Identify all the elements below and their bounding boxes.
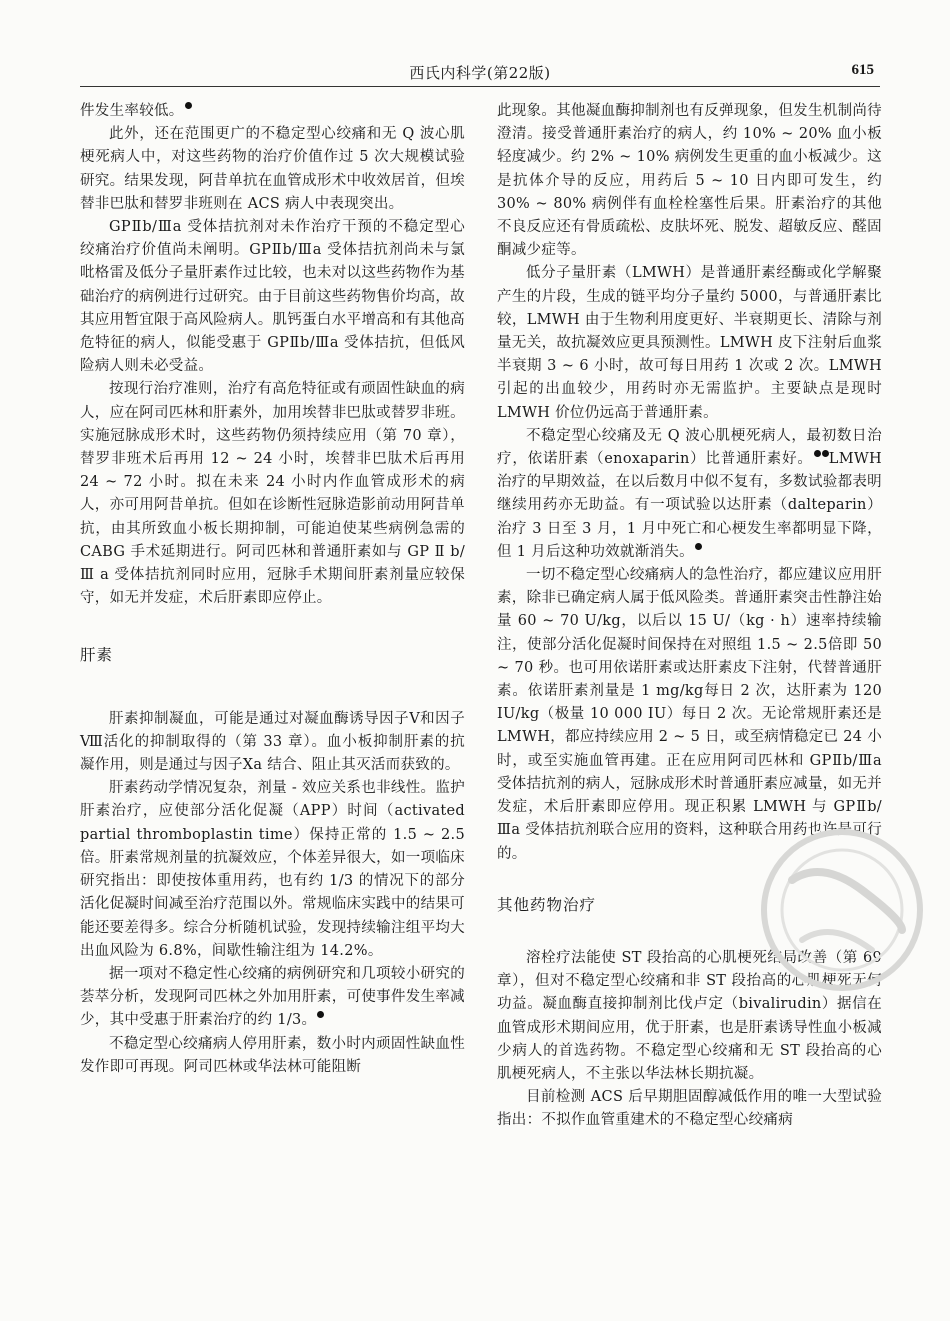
paragraph: 据一项对不稳定性心绞痛的病例研究和几项较小研究的荟萃分析，发现阿司匹林之外加用肝素，可使事件发生率减少，其中受惠于肝素治疗的约 1/3。 (80, 965, 465, 1029)
paragraph: 按现行治疗准则，治疗有高危特征或有顽固性缺血的病人，应在阿司匹林和肝素外，加用埃替非巴肽或替罗非班。实施冠脉成形术时，这些药物仍须持续应用（第 70 章），替罗非班术后再用 12 ~ 24 小时，埃替非巴肽术后再用 24 ~ 72 小时。拟在未来 24 小时内作血管成形术的病人，亦可用阿昔单抗。但如在诊断性冠脉造影前动用阿昔单抗，由其所致血小板长期抑制，可能迫使某些病例急需的 CABG 手术延期进行。阿司匹林和普通肝素如与 GP Ⅱ b/Ⅲ a 受体拮抗剂同时应用，冠脉手术期间肝素剂量应较保守，如无并发症，术后肝素即应停止。 (80, 381, 465, 607)
page-number: 615 (851, 62, 874, 78)
paragraph: 此外，还在范围更广的不稳定型心绞痛和无 Q 波心肌梗死病人中，对这些药物的治疗价值作过 5 次大规模试验研究。结果发现，阿昔单抗在血管成形术中收效居首，但埃替非巴肽和替罗非班则在 ACS 病人中表现突出。 (80, 126, 465, 212)
paragraph: 肝素抑制凝血，可能是通过对凝血酶诱导因子Ⅴ和因子Ⅷ活化的抑制取得的（第 33 章）。血小板抑制肝素的抗凝作用，则是通过与因子Ⅹa 结合、阻止其灭活而获致的。 (80, 710, 465, 774)
paragraph: 一切不稳定型心绞痛病人的急性治疗，都应建议应用肝素，除非已确定病人属于低风险类。普通肝素突击性静注始量 60 ~ 70 U/kg，以后以 15 U/（kg · h）速率持续输注，使部分活化促凝时间保持在对照组 1.5 ~ 2.5倍即 50 ~ 70 秒。也可用依诺肝素或达肝素皮下注射，代替普通肝素。依诺肝素剂量是 1 mg/kg每日 2 次，达肝素为 120 IU/kg（极量 10 000 IU）每日 2 次。无论常规肝素还是 LMWH，都应持续应用 2 ~ 5 日，或至病情稳定已 24 小时，或至实施血管再建。正在应用阿司匹林和 GPⅡb/Ⅲa 受体拮抗剂的病人，冠脉成形术时普通肝素应减量，如无并发症，术后肝素即应停用。现正积累 LMWH 与 GPⅡb/Ⅲa 受体拮抗剂联合应用的资料，这种联合用药也许是可行的。 (497, 567, 882, 862)
right-column (497, 100, 882, 1133)
citation-dot-icon (317, 1011, 324, 1018)
paragraph: 件发生率较低。 (80, 100, 465, 123)
paragraph: 不稳定型心绞痛及无 Q 波心肌梗死病人，最初数日治疗，依诺肝素（enoxaparin）比普通肝素好。 LMWH 治疗的早期效益，在以后数月中似不复有，多数试验都表明继续用药亦无助益。有一项试验以达肝素（dalteparin）治疗 3 日至 3 月，1 月中死亡和心梗发生率都明显下降，但 1 月后这种功效就渐消失。 (497, 427, 882, 560)
citation-dot-icon (695, 543, 702, 550)
left-column (80, 100, 465, 1079)
paragraph: 溶栓疗法能使 ST 段抬高的心肌梗死结局改善（第 69 章），但对不稳定型心绞痛和非 ST 段抬高的心肌梗死无何功益。凝血酶直接抑制剂比伐卢定（bivalirudin）据信在血管成形术期间应用，优于肝素，也是肝素诱导性血小板减少病人的首选药物。不稳定型心绞痛和无 ST 段抬高的心肌梗死病人，不主张以华法林长期抗凝。 (497, 949, 882, 1082)
paragraph: 不稳定型心绞痛病人停用肝素，数小时内顽固性缺血性发作即可再现。阿司匹林或华法林可能阻断 (80, 1035, 465, 1075)
citation-dot-icon (822, 450, 829, 457)
paragraph: 目前检测 ACS 后早期胆固醇减低作用的唯一大型试验指出：不拟作血管重建术的不稳定型心绞痛病 (497, 1089, 882, 1129)
book-title: 西氏内科学(第22版) (409, 64, 551, 82)
paragraph: 此现象。其他凝血酶抑制剂也有反弹现象，但发生机制尚待澄清。接受普通肝素治疗的病人，约 10% ~ 20% 血小板轻度减少。约 2% ~ 10% 病例发生更重的血小板减少。这是抗体介导的反应，用药后 5 ~ 10 日内即可发生，约 30% ~ 80% 病例伴有血栓栓塞性后果。肝素治疗的其他不良反应还有骨质疏松、皮肤坏死、脱发、超敏反应、醛固酮减少症等。 (497, 103, 882, 259)
paragraph: GPⅡb/Ⅲa 受体拮抗剂对未作治疗干预的不稳定型心绞痛治疗价值尚未阐明。GPⅡb/Ⅲa 受体拮抗剂尚未与氯吡格雷及低分子量肝素作过比较，也未对以这些药物作为基础治疗的病例进行过研究。由于目前这些药物售价均高，故其应用暂宜限于高风险病人。肌钙蛋白水平增高和有其他高危特征的病人，似能受惠于 GPⅡb/Ⅲa 受体拮抗，但低风险病人则未必受益。 (80, 219, 465, 375)
citation-dot-icon (814, 450, 821, 457)
paragraph: 低分子量肝素（LMWH）是普通肝素经酶或化学解聚产生的片段，生成的链平均分子量约 5000，与普通肝素比较，LMWH 由于生物利用度更好、半衰期更长、清除与剂量无关，故抗凝效应更具预测性。LMWH 皮下注射后血浆半衰期 3 ~ 6 小时，故可每日用药 1 次或 2 次。LMWH 引起的出血较少，用药时亦无需监护。主要缺点是现时 LMWH 价位仍远高于普通肝素。 (497, 265, 882, 421)
paragraph: 肝素药动学情况复杂，剂量 - 效应关系也非线性。监护肝素治疗，应使部分活化促凝（APP）时间（activated partial thromboplastin time）保持正常的 1.5 ~ 2.5倍。肝素常规剂量的抗凝效应，个体差异很大，如一项临床研究指出：即使按体重用药，也有约 1/3 的情况下的部分活化促凝时间减至治疗范围以外。常规临床实践中的结果可能还要差得多。综合分析随机试验，发现持续输注组平均大出血风险为 6.8%，间歇性输注组为 14.2%。 (80, 780, 465, 959)
running-header (80, 58, 880, 87)
section-heading: 其他药物治疗 (497, 895, 597, 914)
section-heading: 肝素 (80, 646, 114, 665)
citation-dot-icon (185, 102, 192, 109)
